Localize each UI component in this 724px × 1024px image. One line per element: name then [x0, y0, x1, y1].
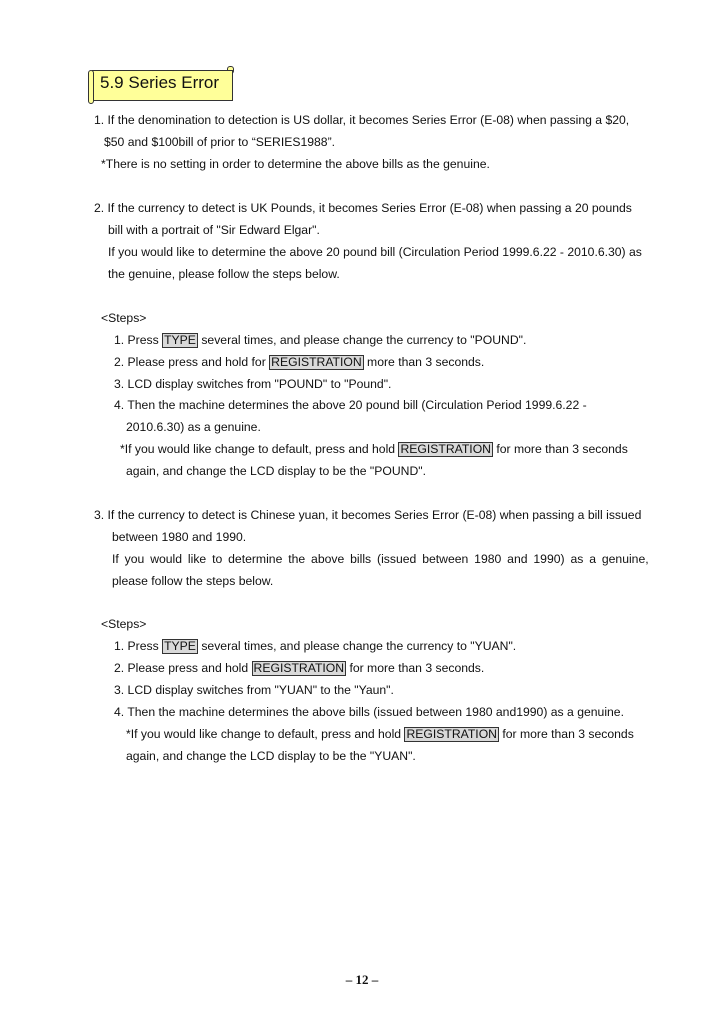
item3-line2: between 1980 and 1990.: [112, 530, 247, 544]
item3-step3: 3. LCD display switches from "YUAN" to the "Yaun".: [114, 683, 394, 697]
item2-line1: 2. If the currency to detect is UK Pounds, it becomes Series Error (E-08) when passing a 20 pounds: [94, 201, 632, 215]
item3-step1: [114, 638, 516, 654]
registration-key-label: REGISTRATION: [253, 661, 345, 675]
item2-step2: [114, 354, 484, 370]
item2-step4-line2: 2010.6.30) as a genuine.: [126, 420, 261, 434]
item2-default-note: [120, 441, 628, 457]
step-text: more than 3 seconds.: [363, 355, 485, 369]
step-text: 1. Press: [114, 333, 163, 347]
note-text: for more than 3 seconds: [498, 727, 634, 741]
note-text: *If you would like change to default, press and hold: [120, 442, 399, 456]
step-text: 1. Press: [114, 639, 163, 653]
item3-step4: 4. Then the machine determines the above bills (issued between 1980 and1990) as a genuine.: [114, 705, 624, 719]
note-text: for more than 3 seconds: [492, 442, 628, 456]
item3-steps-label: <Steps>: [101, 617, 147, 631]
item2-line2: bill with a portrait of "Sir Edward Elgar".: [108, 223, 320, 237]
item2-default-note-line2: again, and change the LCD display to be the "POUND".: [126, 464, 426, 478]
section-title: 5.9 Series Error: [100, 73, 220, 92]
item1-line1: 1. If the denomination to detection is US dollar, it becomes Series Error (E-08) when passing a $20,: [94, 113, 630, 127]
note-text: *If you would like change to default, press and hold: [126, 727, 405, 741]
item3-line3: If you would like to determine the above bills (issued between 1980 and 1990) as a genuine,: [112, 552, 649, 566]
type-key-label: TYPE: [164, 639, 196, 653]
scroll-roll-left: [88, 70, 94, 104]
registration-key-label: REGISTRATION: [400, 442, 491, 456]
step-text: for more than 3 seconds.: [346, 661, 485, 675]
step-text: 2. Please press and hold: [114, 661, 252, 675]
step-text: several times, and please change the currency to "POUND".: [197, 333, 527, 347]
item2-line4: the genuine, please follow the steps below.: [108, 267, 340, 281]
page-number: – 12 –: [345, 972, 379, 987]
item3-line1: 3. If the currency to detect is Chinese yuan, it becomes Series Error (E-08) when passing a bill issued: [94, 508, 642, 522]
type-key-label: TYPE: [164, 333, 196, 347]
item3-default-note-line2: again, and change the LCD display to be the "YUAN".: [126, 749, 416, 763]
step-text: several times, and please change the currency to "YUAN".: [197, 639, 517, 653]
item3-default-note: [126, 726, 634, 742]
item1-note: *There is no setting in order to determine the above bills as the genuine.: [101, 157, 490, 171]
item2-step3: 3. LCD display switches from "POUND" to "Pound".: [114, 377, 392, 391]
section-title-banner: [86, 66, 236, 104]
step-text: 2. Please press and hold for: [114, 355, 270, 369]
registration-key-label: REGISTRATION: [271, 355, 362, 369]
item1-line2: $50 and $100bill of prior to “SERIES1988”.: [104, 135, 336, 149]
item2-steps-label: <Steps>: [101, 311, 147, 325]
item3-step2: [114, 660, 484, 676]
item2-step4-line1: 4. Then the machine determines the above 20 pound bill (Circulation Period 1999.6.22 -: [114, 398, 587, 412]
item2-step1: [114, 332, 526, 348]
item3-line4: please follow the steps below.: [112, 574, 274, 588]
registration-key-label: REGISTRATION: [406, 727, 497, 741]
item2-line3: If you would like to determine the above 20 pound bill (Circulation Period 1999.6.22 - 2010.6.30) as: [108, 245, 642, 259]
